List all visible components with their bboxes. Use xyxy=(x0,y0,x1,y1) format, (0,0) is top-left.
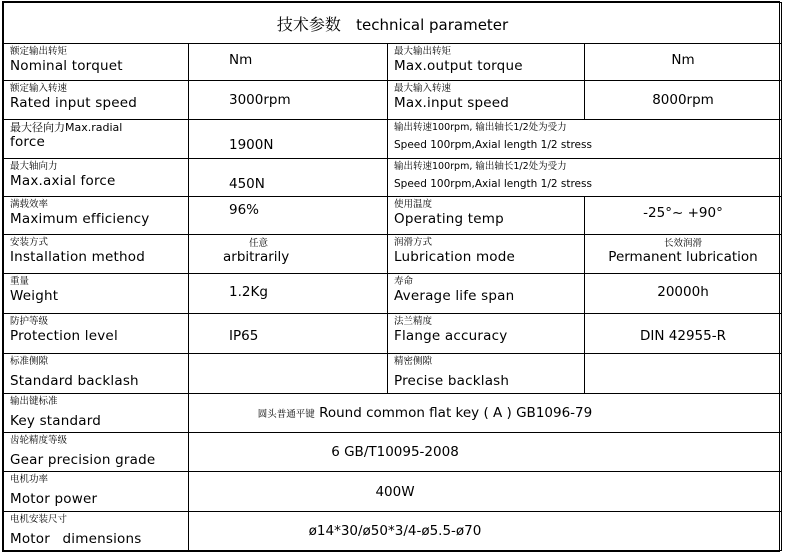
weight-value: 1.2Kg xyxy=(189,274,388,314)
table-row xyxy=(4,80,782,119)
motor-power-label: 电机功率 Motor power xyxy=(4,472,189,512)
precise-backlash-label: 精密侧隙 Precise backlash xyxy=(388,354,585,394)
installation-method-label: 安装方式 Installation method xyxy=(4,235,189,274)
flange-accuracy-value: DIN 42955-R xyxy=(585,314,782,354)
motor-dimensions-value: ø14*30/ø50*3/4-ø5.5-ø70 xyxy=(189,512,782,551)
table-row xyxy=(4,472,782,512)
max-output-torque-value: Nm xyxy=(585,44,782,81)
table-row xyxy=(4,512,782,551)
table-row xyxy=(4,354,782,394)
table-row xyxy=(4,394,782,433)
max-efficiency-value: 96% xyxy=(189,196,388,235)
table-title xyxy=(4,3,782,44)
table-row xyxy=(4,433,782,472)
title-cn: 技术参数 xyxy=(276,14,341,34)
gear-precision-value: 6 GB/T10095-2008 xyxy=(189,433,782,472)
axial-force-condition: 输出转速100rpm, 输出轴长1/2处为受力 Speed 100rpm,Axial length 1/2 stress xyxy=(388,158,782,196)
max-efficiency-label: 满载效率 Maximum efficiency xyxy=(4,196,189,235)
table-row xyxy=(4,274,782,314)
standard-backlash-label: 标准侧隙 Standard backlash xyxy=(4,354,189,394)
life-span-label: 寿命 Average life span xyxy=(388,274,585,314)
motor-power-value: 400W xyxy=(189,472,782,512)
table-row xyxy=(4,44,782,81)
table-row xyxy=(4,196,782,235)
nominal-torque-value: Nm xyxy=(189,44,388,81)
weight-label: 重量 Weight xyxy=(4,274,189,314)
installation-method-value: 任意 arbitrarily xyxy=(189,235,388,274)
max-axial-force-value: 450N xyxy=(189,158,388,196)
motor-dimensions-label: 电机安装尺寸 Motor dimensions xyxy=(4,512,189,551)
precise-backlash-value xyxy=(585,354,782,394)
radial-force-condition: 输出转速100rpm, 输出轴长1/2处为受力 Speed 100rpm,Axial length 1/2 stress xyxy=(388,119,782,158)
nominal-torque-label: 额定输出转矩 Nominal torquet xyxy=(4,44,189,81)
table-row xyxy=(4,119,782,158)
parameter-table xyxy=(3,2,782,551)
rated-input-speed-value: 3000rpm xyxy=(189,80,388,119)
life-span-value: 20000h xyxy=(585,274,782,314)
operating-temp-label: 使用温度 Operating temp xyxy=(388,196,585,235)
rated-input-speed-label: 额定输入转速 Rated input speed xyxy=(4,80,189,119)
table-row xyxy=(4,158,782,196)
standard-backlash-value xyxy=(189,354,388,394)
operating-temp-value: -25°~ +90° xyxy=(585,196,782,235)
max-axial-force-label: 最大轴向力 Max.axial force xyxy=(4,158,189,196)
max-input-speed-value: 8000rpm xyxy=(585,80,782,119)
title-en: technical parameter xyxy=(356,15,509,34)
protection-level-value: IP65 xyxy=(189,314,388,354)
key-standard-label: 输出键标准 Key standard xyxy=(4,394,189,433)
max-radial-force-label: 最大径向力Max.radial force xyxy=(4,119,189,158)
technical-parameter-sheet xyxy=(2,1,780,552)
key-standard-value: 圆头普通平键 Round common flat key ( A ) GB1096-79 xyxy=(189,394,782,433)
max-output-torque-label: 最大输出转矩 Max.output torque xyxy=(388,44,585,81)
max-radial-force-value: 1900N xyxy=(189,119,388,158)
title-row xyxy=(4,3,782,44)
table-row xyxy=(4,235,782,274)
flange-accuracy-label: 法兰精度 Flange accuracy xyxy=(388,314,585,354)
gear-precision-label: 齿轮精度等级 Gear precision grade xyxy=(4,433,189,472)
lubrication-mode-value: 长效润滑 Permanent lubrication xyxy=(585,235,782,274)
protection-level-label: 防护等级 Protection level xyxy=(4,314,189,354)
max-input-speed-label: 最大输入转速 Max.input speed xyxy=(388,80,585,119)
table-row xyxy=(4,314,782,354)
lubrication-mode-label: 润滑方式 Lubrication mode xyxy=(388,235,585,274)
